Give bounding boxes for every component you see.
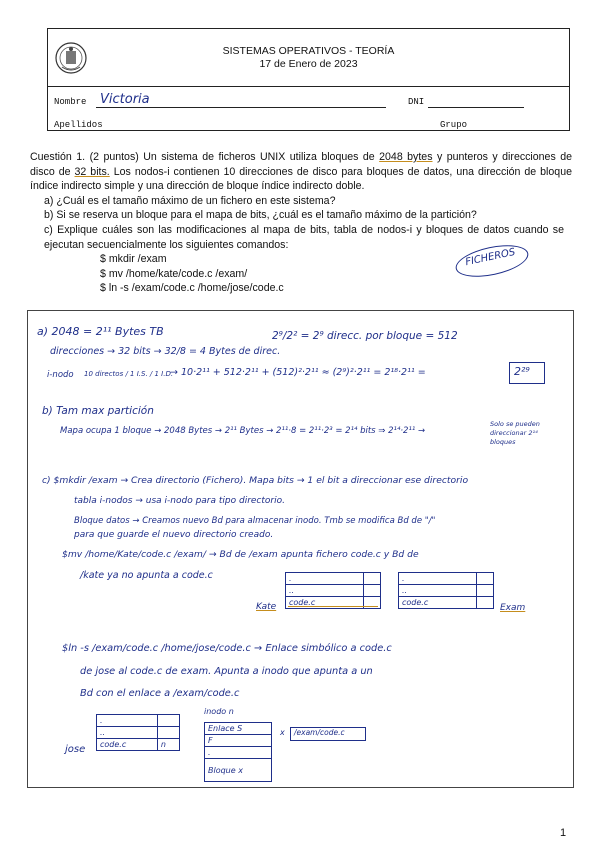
exam-title-block — [48, 45, 569, 71]
answer-c-line5: $mv /home/Kate/code.c /exam/ → Bd de /exam apunta fichero code.c y Bd de — [62, 549, 419, 560]
table-row: F — [205, 735, 272, 747]
question-item-c: c) Explique cuáles son las modificaciones al mapa de bits, tabla de nodos-i y bloques de datos cuando se ejecutan secuencialmente los siguientes comandos: — [44, 223, 564, 251]
link-target: /exam/code.c — [294, 728, 345, 737]
page-number: 1 — [560, 827, 567, 839]
kate-label: Kate — [256, 602, 277, 612]
answer-c-line1: c) $mkdir /exam → Crea directorio (Fichero). Mapa bits → 1 el bit a direccionar ese directorio — [42, 475, 469, 486]
jose-label: jose — [65, 744, 86, 755]
block-size: 2048 bytes — [379, 151, 433, 163]
nombre-value: Victoria — [100, 92, 150, 107]
table-row: .. — [399, 585, 494, 597]
exam-label: Exam — [500, 603, 526, 613]
apellidos-label: Apellidos — [54, 120, 103, 130]
table-row: Enlace S — [205, 723, 272, 735]
dni-label: DNI — [408, 97, 425, 107]
answer-c-line6: /kate ya no apunta a code.c — [80, 570, 213, 581]
table-row: . — [286, 573, 381, 585]
answer-c-line9: Bd con el enlace a /exam/code.c — [80, 688, 240, 699]
question-item-b: b) Si se reserva un bloque para el mapa de bits, ¿cuál es el tamaño máximo de la partición? — [44, 209, 477, 222]
answer-c-line8: de jose al code.c de exam. Apunta a inodo que apunta a un — [80, 666, 373, 677]
table-row: . — [399, 573, 494, 585]
answer-c-line7: $ln -s /exam/code.c /home/jose/code.c → Enlace simbólico a code.c — [62, 643, 392, 654]
answer-b-note: Solo se pueden direccionar 2¹⁴ bloques — [490, 420, 540, 446]
answer-a-result: 2²⁹ — [514, 365, 530, 378]
table-row: .. — [286, 585, 381, 597]
command-1: $ mkdir /exam — [100, 253, 167, 266]
command-3: $ ln -s /exam/code.c /home/jose/code.c — [100, 282, 284, 295]
table-row: code.c — [286, 597, 381, 609]
exam-header — [47, 28, 570, 131]
answer-a-inode-items: 10 directos / 1 I.S. / 1 I.D. — [84, 370, 174, 378]
x-mark: x — [280, 728, 285, 737]
answer-c-line4: para que guarde el nuevo directorio creado. — [74, 530, 274, 540]
exam-dir-table — [398, 572, 494, 609]
ficheros-note: FICHEROS — [464, 246, 517, 269]
table-row: code.c n — [97, 739, 180, 751]
table-row: Bloque x — [205, 759, 272, 782]
answer-c-line2: tabla i-nodos → usa i-nodo para tipo directorio. — [74, 496, 285, 506]
header-divider — [48, 86, 569, 87]
pointer-size: 32 bits. — [74, 165, 110, 178]
table-row: . — [97, 715, 180, 727]
answer-a-inode-label: i-nodo — [47, 370, 74, 380]
dni-field[interactable] — [428, 107, 524, 108]
inodo-table — [204, 722, 272, 782]
question-intro: Cuestión 1. (2 puntos) Un sistema de ficheros UNIX utiliza bloques de 2048 bytes y punteros y direcciones de disco de 32 bits. Los nodos-i contienen 10 direcciones de disco para bloques de datos, una dirección de bloque índice indirecto simple y una dirección de bloque índice indirecto doble. — [30, 151, 572, 193]
answer-c-line3: Bloque datos → Creamos nuevo Bd para almacenar inodo. Tmb se modifica Bd de "/" — [74, 516, 436, 526]
table-row: .. — [97, 727, 180, 739]
exam-date: 17 de Enero de 2023 — [259, 58, 358, 70]
command-2: $ mv /home/kate/code.c /exam/ — [100, 267, 248, 280]
apellidos-field[interactable] — [106, 130, 436, 131]
table-row: code.c — [399, 597, 494, 609]
kate-dir-table — [285, 572, 381, 609]
answer-b-line2: Mapa ocupa 1 bloque → 2048 Bytes → 2¹¹ Bytes → 2¹¹·8 = 2¹¹·2³ = 2¹⁴ bits ⇒ 2¹⁴·2¹¹ → — [60, 426, 426, 436]
nombre-label: Nombre — [54, 97, 87, 107]
question-heading: Cuestión 1. (2 puntos) — [30, 151, 139, 163]
question-item-a: a) ¿Cuál es el tamaño máximo de un fichero en este sistema? — [44, 194, 336, 207]
strike-line — [288, 606, 378, 607]
grupo-label: Grupo — [440, 120, 468, 130]
jose-dir-table — [96, 714, 180, 751]
answer-a-line2: direcciones → 32 bits → 32/8 = 4 Bytes de direc. — [50, 346, 281, 357]
answer-a-expression: → 10·2¹¹ + 512·2¹¹ + (512)²·2¹¹ ≈ (2⁹)²·2¹¹ = 2¹⁸·2¹¹ = — [170, 367, 426, 378]
inodo-label: inodo n — [204, 707, 234, 716]
answer-a-directions: 2⁹/2² = 2⁹ direcc. por bloque = 512 — [272, 330, 458, 342]
answer-a-line1: a) 2048 = 2¹¹ Bytes TB — [37, 325, 164, 338]
answer-b-line1: b) Tam max partición — [42, 405, 154, 417]
exam-title: SISTEMAS OPERATIVOS - TEORÍA — [222, 45, 395, 57]
table-row: . — [205, 747, 272, 759]
grupo-field[interactable] — [473, 130, 523, 131]
nombre-field[interactable] — [96, 107, 386, 108]
